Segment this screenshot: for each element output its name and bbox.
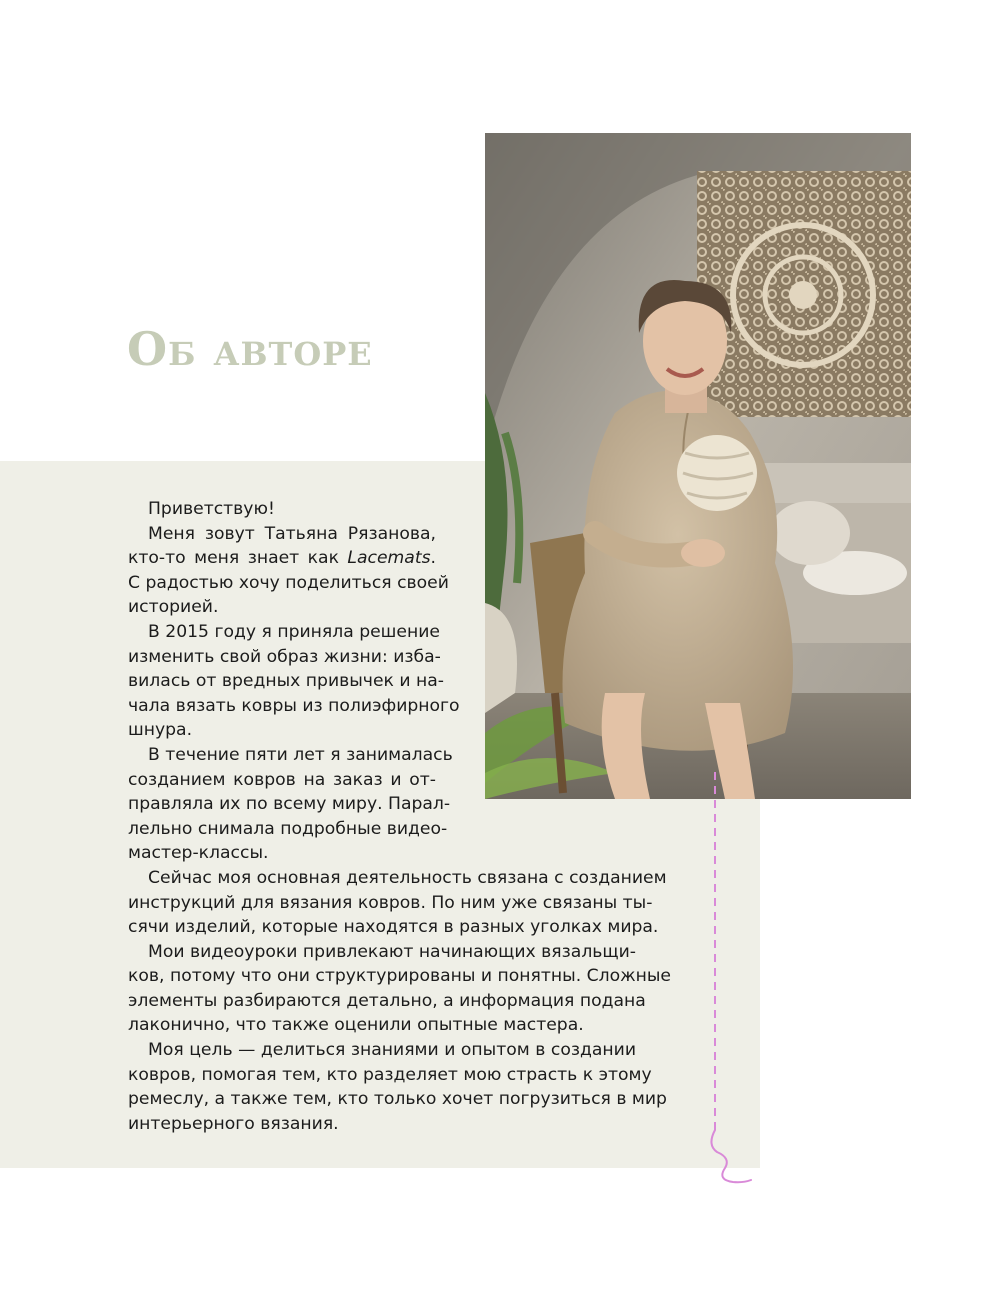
pfive-line-2: созданием ковров на заказ и от- <box>128 769 436 790</box>
intro-line-4: историей. <box>128 597 219 618</box>
intro-line-2 <box>128 546 436 571</box>
pfive-line-3: правляла их по всему миру. Парал- <box>128 794 451 815</box>
pnow-line-2: инструкций для вязания ковров. По ним уже связаны ты- <box>128 892 653 913</box>
pgoal-line-3: ремеслу, а также тем, кто только хочет погрузиться в мир <box>128 1089 667 1110</box>
p2015-line-2: изменить свой образ жизни: изба- <box>128 646 441 667</box>
intro-line-2-prefix: кто-то меня знает как <box>128 548 348 569</box>
p2015-line-3: вилась от вредных привычек и на- <box>128 671 444 692</box>
brand-name: Lacemats <box>347 548 431 569</box>
p2015-line-5: шнура. <box>128 720 193 741</box>
plessons-line-3: элементы разбираются детально, а информация подана <box>128 990 646 1011</box>
pgoal-line-2: ковров, помогая тем, кто разделяет мою страсть к этому <box>128 1064 652 1085</box>
pnow-line-1: Сейчас моя основная деятельность связана с созданием <box>148 867 667 888</box>
page-title: Об авторе <box>127 322 373 376</box>
greeting: Приветствую! <box>148 499 275 519</box>
intro-line-2-suffix: . <box>430 548 436 569</box>
plessons-line-2: ков, потому что они структурированы и понятны. Сложные <box>128 966 671 987</box>
p2015-line-1: В 2015 году я приняла решение <box>148 621 440 642</box>
p2015-line-4: чала вязать ковры из полиэфирного <box>128 695 460 716</box>
plessons-line-1: Мои видеоуроки привлекают начинающих вязальщи- <box>148 941 636 962</box>
pfive-line-4: лельно снимала подробные видео- <box>128 818 448 839</box>
intro-line-3: С радостью хочу поделиться своей <box>128 572 449 593</box>
pfive-line-5: мастер-классы. <box>128 843 269 864</box>
pnow-line-3: сячи изделий, которые находятся в разных уголках мира. <box>128 917 659 938</box>
plessons-line-4: лаконично, что также оценили опытные мастера. <box>128 1015 584 1036</box>
pgoal-line-1: Моя цель — делиться знаниями и опытом в создании <box>148 1040 636 1061</box>
intro-line-1: Меня зовут Татьяна Рязанова, <box>148 523 436 544</box>
pfive-line-1: В течение пяти лет я занималась <box>148 744 453 765</box>
pgoal-line-4: интерьерного вязания. <box>128 1113 339 1134</box>
thread-decoration <box>703 770 763 1190</box>
author-bio <box>128 497 671 1136</box>
